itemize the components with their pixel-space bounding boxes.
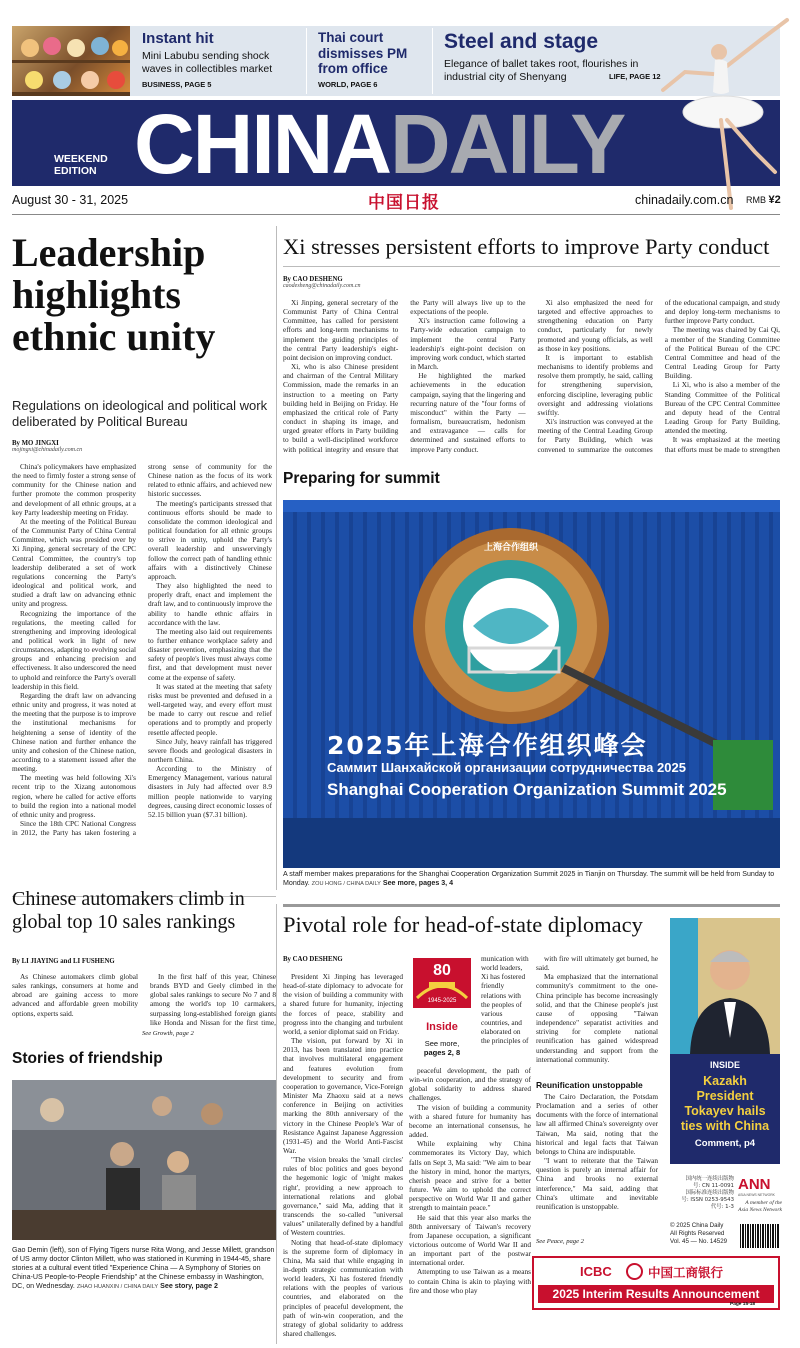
imprint-line-4: 号: ISSN 0253-9543 xyxy=(681,1197,734,1203)
autos-byline: By LI JIAYING and LI FUSHENG xyxy=(12,958,115,965)
teaser-1-title[interactable]: Instant hit xyxy=(142,30,214,47)
kazakh-page: Comment, p4 xyxy=(694,1138,756,1149)
teaser-divider-2 xyxy=(432,28,433,94)
volume: Vol. 45 — No. 14529 xyxy=(670,1238,728,1245)
logo-daily: DAILY xyxy=(390,100,625,186)
paragraph: Xi Jinping, general secretary of the Communist Party of China Central Committee, has called for persistent efforts and long-term mechanisms to implement the guiding principles of the central Party leadership's eight-point decision on improving conduct. xyxy=(283,298,399,362)
paragraph: Recognizing the importance of the regulations, the meeting called for strengthening and improving ideological and political work in light of new circumstances, adapting to evolving social groups and enhancing precision and effectiveness. It also underscored the need to uphold and reinforce the Party's overall leadership in this field. xyxy=(12,608,136,691)
inside-pages: pages 2, 8 xyxy=(423,1048,461,1057)
paragraph: President Xi Jinping has leveraged head-of-state diplomacy to advocate for the vision of building a community with a shared future for humanity, injecting the forces of peace, stability and progress into the changing and turbulent world, a senior diplomat said on Friday. xyxy=(283,972,403,1036)
icbc-cn-name: 中国工商银行 xyxy=(648,1265,724,1280)
paragraph: Li Xi, who is also a member of the Standing Committee of the Political Bureau of the CPC Central Committee and deputy head of the Central Leading Group for Party Building, attended the meeting. xyxy=(664,380,780,436)
horizontal-rule-mid-right xyxy=(283,904,780,907)
imprint-line-5: 代号: 1-3 xyxy=(710,1204,734,1210)
date-rule xyxy=(12,214,780,215)
xi-email: caodesheng@chinadaily.com.cn xyxy=(283,283,361,289)
friendship-stage-graphic xyxy=(12,1080,276,1240)
paragraph: The meeting also laid out requirements to further enhance workplace safety and disaster prevention, emphasizing that the safety of people's lives must always come first, and that development must never come at the expense of safety. xyxy=(148,626,272,682)
paragraph: Attempting to use Taiwan as a means to contain China is akin to playing with fire and those who play xyxy=(409,1267,531,1295)
edition-line-1: WEEKEND xyxy=(54,153,108,165)
summit-credit: ZOU HONG / CHINA DAILY xyxy=(311,881,381,887)
paragraph: Xi's instruction was conveyed at the meeting of the Central Leading Group for Party Building, which was convened to summarize the outcomes of the educational campaign, and study and deploy long-term mechanisms to further improve Party conduct. xyxy=(537,298,780,454)
kazakh-inside: INSIDE xyxy=(709,1060,740,1070)
paragraph: Xi, who is also Chinese president and chairman of the Central Military Commission, made the remarks in an instruction to a meeting on Party building held in Beijing on Friday. He emphasized the critical role of Party conduct in shaping its image, and urged greater efforts in Party building to build a well-disciplined workforce with political integrity and ensure that the Party will always live up to the expectations of the people. xyxy=(283,298,526,454)
lead-body xyxy=(12,462,272,882)
teaser-2-title[interactable]: Thai court dismisses PM from office xyxy=(318,30,408,76)
teaser-3-text: Elegance of ballet takes root, flourishes in industrial city of Shenyang xyxy=(444,58,639,83)
paragraph: At the meeting of the Political Bureau of the Communist Party of China Central Committee, which was presided over by Xi Jinping, general secretary of the CPC Central Committee, the country's top leadership deliberated a set of work regulations concerning the Party's ideological and political work, and studied a draft law on advancing ethnic unity and progress. xyxy=(12,516,136,609)
summit-emblem-text: 上海合作组织 xyxy=(483,543,538,553)
summit-stage-graphic xyxy=(283,500,780,868)
paragraph: Ma emphasized that the international community's commitment to the one-China principle has become increasingly solid, and that the Chinese people's just cause of opposing "Taiwan independence" separatist activities and striving for complete national reunification has gained widespread understanding and support from the international community. xyxy=(536,972,658,1064)
teaser-1-text: Mini Labubu sending shock waves in collectibles market xyxy=(142,50,273,75)
autos-body xyxy=(12,972,276,1030)
icbc-page: Page 15-18 xyxy=(730,1302,756,1307)
lead-subhead: Regulations on ideological and political work deliberated by Political Bureau xyxy=(12,398,268,429)
xi-headline[interactable]: Xi stresses persistent efforts to improve Party conduct xyxy=(283,234,770,259)
imprint-line-3: 国际标准连续出版物 xyxy=(685,1190,734,1196)
paragraph: Xi's instruction came following a Party-wide education campaign to implement the central Party leadership's eight-point decision on improving work conduct, which started in March. xyxy=(410,316,526,372)
paragraph: Noting that head-of-state diplomacy is the supreme form of diplomacy in China, Ma said that while engaging in in-depth strategic communication with world leaders, Xi has fostered friendly relations with the peoples of various countries, and elaborated on the principles of peaceful development, the path of win-win cooperation, and the strategy of global solidarity to address shared challenges. xyxy=(283,1237,403,1339)
diplomacy-col-1 xyxy=(283,972,403,1344)
barcode xyxy=(740,1224,780,1248)
ann-text: A member of the Asia News Network xyxy=(738,1200,782,1213)
teaser-3-section[interactable]: LIFE, PAGE 12 xyxy=(609,72,661,81)
imprint-line-2: 号: CN 11-0091 xyxy=(693,1183,734,1189)
teaser-image-labubu xyxy=(12,26,130,96)
paragraph: with fire will ultimately get burned, he said. xyxy=(536,954,658,973)
friendship-see[interactable]: See story, page 2 xyxy=(160,1282,218,1290)
lead-email: mojingxi@chinadaily.com.cn xyxy=(12,447,83,453)
summit-photo xyxy=(283,500,780,868)
paragraph: According to the Ministry of Emergency Management, various natural disasters in July had affected over 8.9 million people nationwide to varying degrees, causing direct economic losses of 52.15 billion yuan ($7.31 billion). xyxy=(148,764,272,819)
edition-line-2: EDITION xyxy=(54,164,97,177)
paragraph: They also highlighted the need to properly draft, enact and implement the draft law, and to continuously improve the ability to handle ethnic affairs in accordance with the law. xyxy=(148,581,272,627)
paragraph: He highlighted the marked achievements in the education campaign, saying that the lingering and recurring nature of the "four forms of misconduct" within the Party — formalism, bureaucratism, hedonism and extravagance — calls for determined and sustained efforts to improve Party conduct. xyxy=(410,371,526,454)
paragraph: He said that this year also marks the 80th anniversary of Taiwan's recovery from Japanese occupation, a significant victorious outcome of World War II and an important part of the postwar international order. xyxy=(409,1212,531,1268)
xi-byline-block xyxy=(283,276,361,289)
summit-sign-en: Shanghai Cooperation Organization Summit 2025 xyxy=(327,780,727,799)
edition-label xyxy=(54,154,108,177)
paragraph: Since July, heavy rainfall has triggered severe floods and geological disasters in northern China. xyxy=(148,736,272,764)
summit-caption: A staff member makes preparations for the Shanghai Cooperation Organization Summit 2025 in Tianjin on Thursday. The summit will be held from Sunday to Monday. xyxy=(283,870,775,887)
autos-see[interactable]: See Growth, page 2 xyxy=(142,1030,194,1037)
teaser-divider-1 xyxy=(306,28,307,94)
paragraph: peaceful development, the path of win-win cooperation, and the strategy of global solidarity to address shared challenges. xyxy=(409,1066,531,1103)
copyright-block xyxy=(670,1222,742,1246)
paragraph: "The vision breaks the 'small circles' rules of bloc politics and goes beyond the hegemonic logic of 'might makes right', providing a new approach to international relations and global governance," said Ma, adding that it transcends the so-called "universal values" unilaterally defined by a handful of Western countries. xyxy=(283,1155,403,1238)
vertical-rule-main xyxy=(276,226,277,890)
teaser-2-section[interactable]: WORLD, PAGE 6 xyxy=(318,80,378,89)
price xyxy=(746,194,781,206)
kazakh-box[interactable] xyxy=(670,1054,780,1164)
rights: All Rights Reserved xyxy=(670,1230,725,1237)
paragraph: Since the 18th CPC National Congress in 2012, the Party has taken fostering a strong sense of community for the Chinese nation as the focus of its work related to ethnic affairs, and achieved new historic successes. xyxy=(12,462,272,838)
inside-see: See more, xyxy=(424,1039,460,1048)
paragraph: "I want to reiterate that the Taiwan question is purely an internal affair for China and brooks no external interference," Ma said, adding that China's ultimate and inevitable reunification is unstoppable. xyxy=(536,1156,658,1211)
paragraph: As Chinese automakers climb global sales rankings, consumers at home and abroad are gaining access to more advanced and affordable green mobility options, experts said. xyxy=(12,972,138,1018)
friendship-title[interactable]: Stories of friendship xyxy=(12,1050,163,1067)
logo-china: CHINA xyxy=(134,100,390,186)
victory-badge-years: 1945-2025 xyxy=(427,998,457,1004)
price-label: RMB xyxy=(746,195,766,205)
paragraph: The meeting was chaired by Cai Qi, a member of the Standing Committee of the Political Bureau of the CPC Central Committee and head of the Central Leading Group for Party Building. xyxy=(664,325,780,381)
xi-rule xyxy=(283,266,780,267)
paragraph: In the first half of this year, Chinese brands BYD and Geely climbed in the global sales rankings to secure No 7 and 8 among the world's top 10 carmakers, surpassing long-established foreign giants like Honda and Nissan for the first time, xyxy=(150,972,276,1027)
lead-headline[interactable]: Leadership highlights ethnic unity xyxy=(12,230,216,359)
kazakh-photo xyxy=(670,918,780,1054)
paragraph: The vision of building a community with a shared future for humanity has become an international consensus, he added. xyxy=(409,1102,531,1140)
xi-byline: By CAO DESHENG xyxy=(283,276,343,283)
ballerina-figure xyxy=(655,12,795,217)
diplomacy-byline: By CAO DESHENG xyxy=(283,956,343,963)
summit-title[interactable]: Preparing for summit xyxy=(283,470,440,487)
issue-date: August 30 - 31, 2025 xyxy=(12,193,129,207)
summit-sign-ru: Саммит Шанхайской организации сотрудничества 2025 xyxy=(327,760,686,775)
friendship-caption: Gao Demin (left), son of Flying Tigers nurse Rita Wong, and Jesse Millett, grandson of US army doctor Clinton Millett, who was stationed in Kunming in 1944-45, share stories at a cultural event titled "Experience China — A Symphony of Stories on China-US People-to-People Friendship" at the Chinese embassy in Washington, DC, on Wednesday. xyxy=(12,1246,275,1290)
paragraph: The meeting's participants stressed that continuous efforts should be made to consolidate the common ideological and political foundation for all ethnic groups to strive in unity, uphold the Party's overall leadership and unswervingly follow the correct path of handling ethnic affairs with a distinctively Chinese approach. xyxy=(148,498,272,581)
diplomacy-col-3 xyxy=(536,954,658,1072)
diplomacy-col-2-top: munication with world leaders, Xi has fostered friendly relations with the peoples of various countries, and elaborated on the principles of xyxy=(481,954,529,1046)
friendship-credit: ZHAO HUANXIN / CHINA DAILY xyxy=(76,1284,159,1290)
paragraph: Regarding the draft law on advancing ethnic unity and progress, it was noted at the meeting that the purpose is to improve the institutional mechanisms for heightening a sense of identity of the Chinese nation and further enhance the unity and cohesion of the Chinese nation, according to a statement issued after the meeting. xyxy=(12,690,136,774)
kazakh-headline: Kazakh President Tokayev hails ties with China xyxy=(680,1074,770,1133)
paragraph: China's policymakers have emphasized the need to firmly foster a strong sense of community for the Chinese nation and further promote the common prosperity and development of all ethnic groups, at a key Party leadership meeting on Friday. xyxy=(12,462,136,517)
autos-headline[interactable]: Chinese automakers climb in global top 10 sales rankings xyxy=(12,888,245,933)
diplomacy-subhead: Reunification unstoppable xyxy=(536,1080,643,1090)
labubu-shelf-graphic xyxy=(12,26,130,96)
diplomacy-headline[interactable]: Pivotal role for head-of-state diplomacy xyxy=(283,912,643,937)
xi-body xyxy=(283,298,780,458)
lead-byline-block xyxy=(12,440,82,453)
paragraph: It was emphasized at the meeting that efforts must be made to strengthen xyxy=(664,435,780,454)
paragraph: Xi also emphasized the need for targeted and effective approaches to strengthening education on Party conduct, particularly for newly promoted and young officials, as well as those in key positions. xyxy=(537,298,653,353)
summit-caption-block xyxy=(283,870,780,889)
icbc-brand: ICBC xyxy=(580,1264,612,1279)
inside-box[interactable] xyxy=(409,954,475,1062)
lead-byline: By MO JINGXI xyxy=(12,440,59,447)
masthead-logo[interactable] xyxy=(134,100,624,186)
paragraph: While explaining why China commemorates its Victory Day, which falls on Sept 3, Ma said: "We aim to bear the history in mind, honor the martyrs, cherish peace and strive for a better future. We aim to uphold the correct perspective on World War II and gather strength to maintain peace." xyxy=(409,1139,531,1213)
tokayev-portrait-graphic xyxy=(670,918,780,1054)
icbc-logo-icon xyxy=(626,1263,643,1280)
teaser-1-section[interactable]: BUSINESS, PAGE 5 xyxy=(142,80,212,89)
website-link[interactable]: chinadaily.com.cn xyxy=(635,193,734,207)
teaser-3-title[interactable]: Steel and stage xyxy=(444,30,599,53)
paragraph: It is important to establish mechanisms to identify problems and resolve them promptly, he said, calling for strengthening supervision, enforcing discipline, leveraging public oversight and addressing violations swiftly. xyxy=(537,352,653,417)
copyright: © 2025 China Daily xyxy=(670,1222,724,1229)
friendship-caption-block xyxy=(12,1246,276,1292)
friendship-photo xyxy=(12,1080,276,1240)
paragraph: The meeting was held following Xi's recent trip to the Xizang autonomous region, where he called for active efforts to build the region into a national model of ethnic unity and progress. xyxy=(12,773,136,819)
victory-badge-number: 80 xyxy=(433,962,451,979)
imprint-block xyxy=(670,1176,734,1211)
summit-see-more[interactable]: See more, pages 3, 4 xyxy=(382,879,454,887)
diplomacy-col-2 xyxy=(409,1066,531,1344)
summit-sign-cn: 2025年上海合作组织峰会 xyxy=(327,731,648,760)
ann-logo: ANN xyxy=(738,1176,771,1193)
diplomacy-col-3b xyxy=(536,1092,658,1234)
diplomacy-see[interactable]: See Peace, page 2 xyxy=(536,1238,584,1245)
paragraph: The vision, put forward by Xi in 2013, has been translated into practice that involves multilateral engagement and features evolution from development to security and from cooperation to governance, Vice-Foreign Minister Ma Zhaoxu said at a news conference in Beijing on activities marking the 80th anniversary of the victory in the Chinese People's War of Resistance Against Japanese Aggression (1931-45) and the World Anti-Fascist War. xyxy=(283,1036,403,1155)
price-value: ¥2 xyxy=(768,194,781,206)
ann-logo-sub: ASIA NEWS NETWORK xyxy=(738,1193,775,1197)
paragraph: The Cairo Declaration, the Potsdam Proclamation and a series of other documents with the force of international law all affirmed China's sovereignty over Taiwan, Ma said, noting that the historical and legal facts that Taiwan belongs to China are indisputable. xyxy=(536,1092,658,1156)
vertical-rule-lower xyxy=(276,904,277,1344)
icbc-title: 2025 Interim Results Announcement xyxy=(538,1285,774,1303)
imprint-line-1: 国内统一连续出版物 xyxy=(685,1176,734,1182)
inside-label: Inside xyxy=(426,1021,458,1033)
chinese-masthead[interactable]: 中国日报 xyxy=(368,193,440,213)
paragraph: It was stated at the meeting that safety risks must be prevented and defused in a well-targeted way, and every effort must be made to carry out rescue and relief operations and to promptly and properly resettle affected people. xyxy=(148,681,272,737)
icbc-ad[interactable] xyxy=(532,1256,780,1310)
